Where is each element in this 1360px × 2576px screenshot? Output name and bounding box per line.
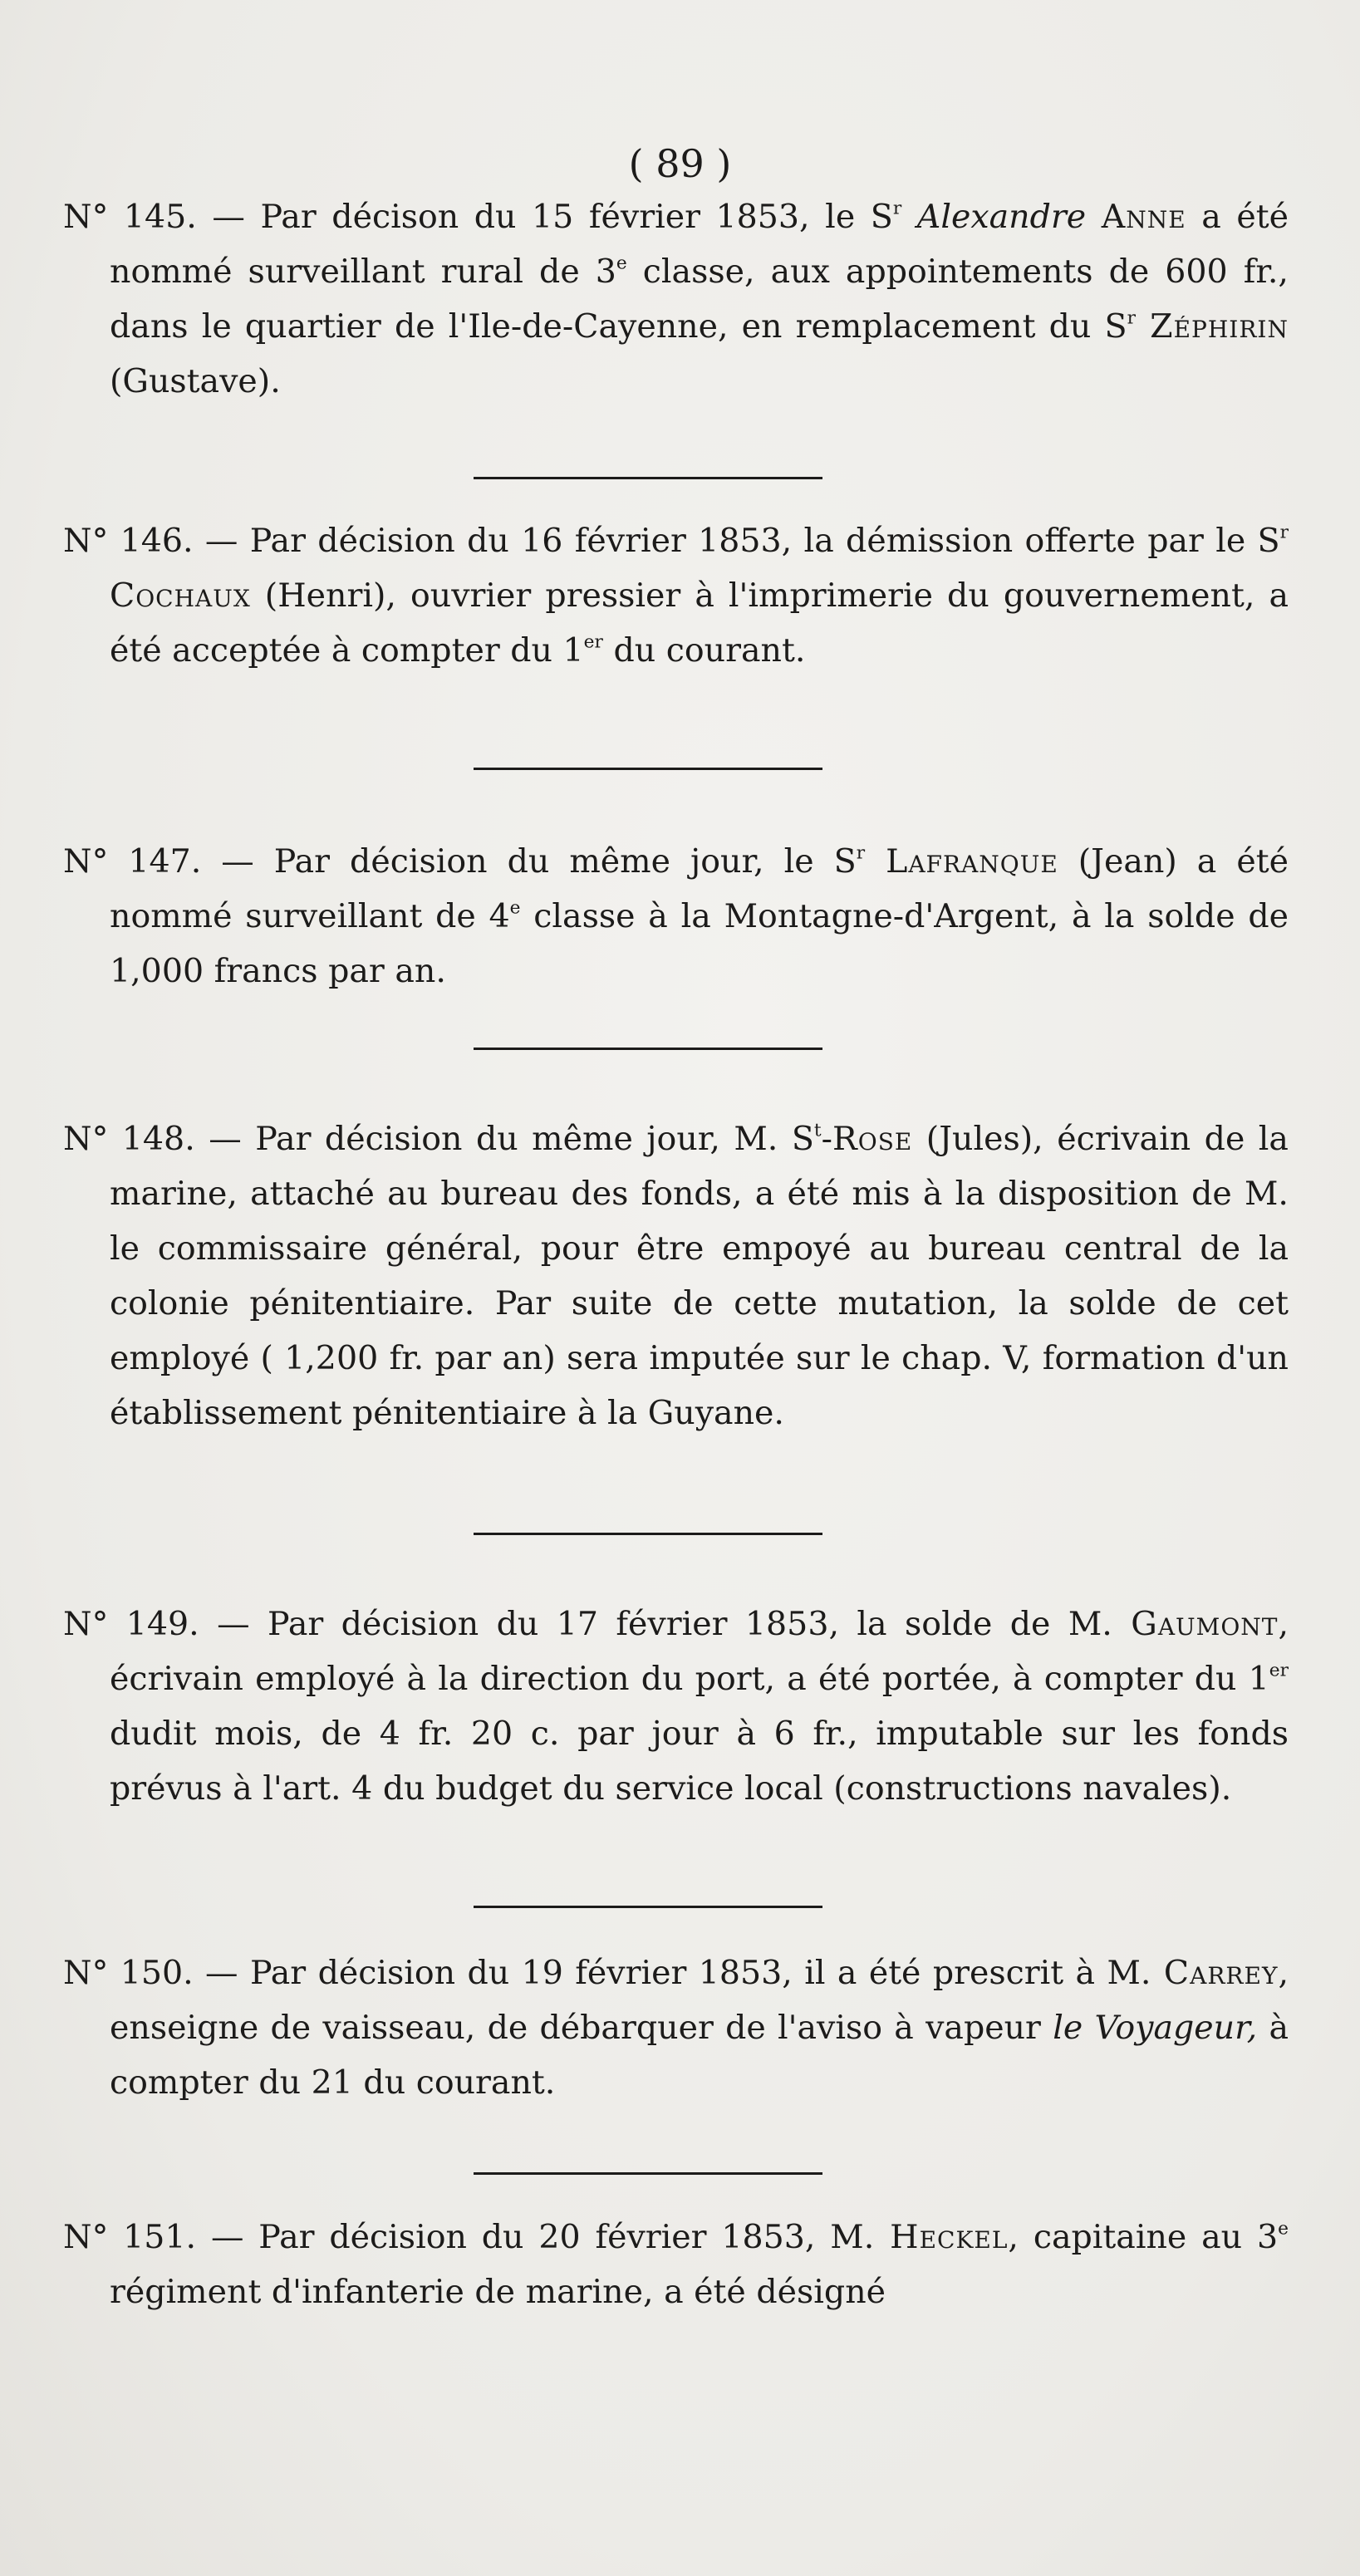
separator-rule [474,1906,822,1908]
entry-number: N° 148. [63,1120,195,1158]
entry-text: N° 150. — Par décision du 19 février 1853, il a été prescrit à M. Carrey, enseigne de vaisseau, de débarquer de l'aviso à vapeur le Voyageur, à compter du 21 du courant. [63,1954,1289,2102]
page-number: ( 89 ) [628,141,732,186]
entry-text: N° 149. — Par décision du 17 février 1853, la solde de M. Gaumont, écrivain employé à la direction du port, a été portée, à compter du 1er dudit mois, de 4 fr. 20 c. par jour à 6 fr., imputable sur les fonds prévus à l'art. 4 du budget du service local (constructions navales). [63,1605,1289,1808]
entry-text: N° 151. — Par décision du 20 février 1853, M. Heckel, capitaine au 3e régiment d'infanterie de marine, a été désigné [63,2218,1289,2311]
separator-rule [474,2172,822,2175]
entry-number: N° 145. [63,198,197,236]
entry-number: N° 147. [63,842,202,881]
entry-147 [63,834,1289,999]
person-name: Lafranque [865,842,1058,881]
person-name: Anne [1101,198,1186,236]
entry-text: N° 148. — Par décision du même jour, M. $S^t$-Rose (Jules), écrivain de la marine, attaché au bureau des fonds, a été mis à la disposition de M. le commissaire général, pour être empoyé au bureau central de la colonie pénitentiaire. Par suite de cette mutation, la solde de cet employé ( 1,200 fr. par an) sera imputée sur le chap. V, formation d'un établissement pénitentiaire à la Guyane. [63,1120,1289,1432]
person-name: Rose [832,1120,913,1158]
separator-rule [474,1533,822,1535]
person-name: Zéphirin [1135,307,1289,346]
entry-text: N° 147. — Par décision du même jour, le $S^r$ Lafranque (Jean) a été nommé surveillant de 4e classe à la Montagne-d'Argent, à la solde de 1,000 francs par an. [63,842,1289,990]
entry-text: N° 145. — Par décison du 15 février 1853, le $S^r$ Alexandre Anne a été nommé surveillant rural de 3e classe, aux appointements de 600 fr., dans le quartier de l'Ile-de-Cayenne, en remplacement du $S^r$ Zéphirin (Gustave). [63,198,1289,400]
person-name: Gaumont [1112,1605,1279,1643]
entry-150 [63,1945,1289,2110]
ship-name: le Voyageur, [1053,2009,1258,2047]
entry-number: N° 146. [63,522,194,560]
entry-149 [63,1597,1289,1816]
person-name: Heckel [874,2218,1009,2256]
entry-text: N° 146. — Par décision du 16 février 1853, la démission offerte par le $S^r$ Cochaux (Henri), ouvrier pressier à l'imprimerie du gouvernement, a été acceptée à compter du 1er du courant. [63,522,1289,670]
separator-rule [474,1048,822,1050]
entry-number: N° 151. [63,2218,197,2256]
entry-151 [63,2210,1289,2319]
separator-rule [474,477,822,479]
separator-rule [474,768,822,770]
person-name: Cochaux [110,577,251,615]
entry-146 [63,513,1289,678]
entry-145 [63,189,1289,409]
entry-148 [63,1111,1289,1440]
entry-number: N° 150. [63,1954,194,1992]
person-name: Carrey [1151,1954,1279,1992]
entry-number: N° 149. [63,1605,199,1643]
